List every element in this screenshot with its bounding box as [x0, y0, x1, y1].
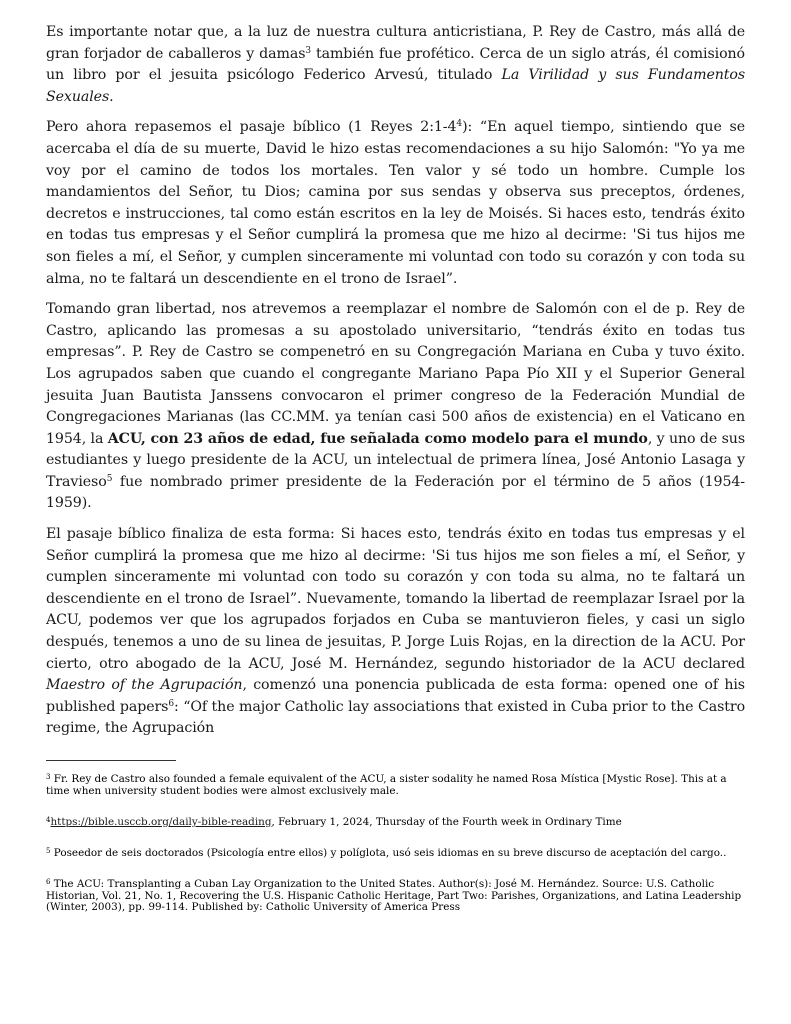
paragraph-text: fue nombrado primer presidente de la Federación por el término de 5 años (1954-1959).: [46, 473, 745, 512]
paragraph-text: .: [109, 88, 114, 105]
footnote-6: [46, 879, 746, 914]
bold-emphasis: ACU, con 23 años de edad, fue señalada como modelo para el mundo: [107, 430, 648, 447]
footnote-3: [46, 774, 746, 797]
paragraph-text: Tomando gran libertad, nos atrevemos a reemplazar el nombre de Salomón con el de p. Rey de Castro, aplicando las promesas a su apostolado universitario, “tendrás éxito en todas tus empresas”. P. Rey de Castro se compenetró en su Congregación Mariana en Cuba y tuvo éxito. Los agrupados saben que cuando el congregante Mariano Papa Pío XII y el Superior General jesuita Juan Bautista Janssens convocaron el primer congreso de la Federación Mundial de Congregaciones Marianas (las CC.MM. ya tenían casi 500 años de existencia) en el Vaticano en 1954, la: [46, 301, 745, 447]
footnote-text: , February 1, 2024, Thursday of the Fourth week in Ordinary Time: [271, 816, 622, 828]
footnote-ref-3[interactable]: 3: [305, 45, 312, 56]
footnote-number: 3: [46, 773, 51, 781]
footnote-5: [46, 848, 746, 860]
book-title: La Virilidad y sus Fundamentos Sexuales: [46, 67, 746, 105]
footnote-number: 6: [46, 878, 51, 886]
paragraph-text: : “Of the major Catholic lay associations that existed in Cuba prior to the Castro regime, the Agrupación: [46, 698, 746, 737]
paragraph-3: [46, 299, 745, 515]
footnote-number: 4: [46, 816, 51, 824]
paragraph-text: Pero ahora repasemos el pasaje bíblico (1 Reyes 2:1-4: [46, 119, 457, 136]
footnote-separator: [46, 760, 176, 761]
footnote-ref-6[interactable]: 6: [168, 698, 175, 709]
paragraph-text: , comenzó una ponencia publicada de esta forma: opened one of his published papers: [46, 677, 745, 715]
paragraph-text: también fue profético. Cerca de un siglo atrás, él comisionó un libro por el jesuita psicólogo Federico Arvesú, titulado: [46, 45, 746, 84]
paragraph-text: ): “En aquel tiempo, sintiendo que se acercaba el día de su muerte, David le hizo estas recomendaciones a su hijo Salomón: "Yo ya me voy por el camino de todos los mortales. Ten valor y sé todo un hombre. Cumple los mandamientos del Señor, tu Dios; camina por sus sendas y observa sus preceptos, órdenes, decretos e instrucciones, tal como están escritos en la ley de Moisés. Si haces esto, tendrás éxito en todas tus empresas y el Señor cumplirá la promesa que me hizo al decirme: 'Si tus hijos me son fieles a mí, el Señor, y cumplen sinceramente mi voluntad con todo su corazón y con toda su alma, no te faltará un descendiente en el trono de Israel”.: [46, 119, 745, 287]
paragraph-4: [46, 524, 745, 740]
footnote-number: 5: [46, 847, 51, 855]
paragraph-2: [46, 117, 745, 290]
italic-title: Maestro of the Agrupación: [46, 677, 243, 694]
footnote-link[interactable]: https://bible.usccb.org/daily-bible-reading: [50, 816, 272, 828]
footnote-text: The ACU: Transplanting a Cuban Lay Organization to the United States. Author(s): José M. Hernández. Source: U.S. Catholic Historian, Vol. 21, No. 1, Recovering the U.S. Hispanic Catholic Heritage, Part Two: Parishes, Organizations, and Latina Leadership (Winter, 2003), pp. 99-114. Published by: Catholic University of America Press: [46, 878, 742, 913]
footnote-ref-5[interactable]: 5: [106, 473, 113, 484]
paragraph-text: El pasaje bíblico finaliza de esta forma: Si haces esto, tendrás éxito en todas tus empresas y el Señor cumplirá la promesa que me hizo al decirme: 'Si tus hijos me son fieles a mí, el Señor, y cumplen sinceramente mi voluntad con todo su corazón y con toda su alma, no te faltará un descendiente en el trono de Israel”. Nuevamente, tomando la libertad de reemplazar Israel por la ACU, podemos ver que los agrupados forjados en Cuba se mantuvieron fieles, y casi un siglo después, tenemos a uno de su linea de jesuitas, P. Jorge Luis Rojas, en la direction de la ACU. Por cierto, otro abogado de la ACU, José M. Hernández, segundo historiador de la ACU declared: [46, 526, 745, 672]
footnote-text: Poseedor de seis doctorados (Psicología entre ellos) y políglota, usó seis idiomas en su breve discurso de aceptación del cargo..: [50, 847, 727, 859]
footnote-text: Fr. Rey de Castro also founded a female equivalent of the ACU, a sister sodality he named Rosa Mística [Mystic Rose]. This at a time when university student bodies were almost exclusively male.: [46, 773, 727, 797]
footnote-4: [46, 817, 746, 829]
paragraph-text: , y uno de sus estudiantes y luego presidente de la ACU, un intelectual de primera línea, José Antonio Lasaga y Travieso: [46, 430, 745, 490]
paragraph-1: [46, 22, 745, 108]
footnote-ref-4[interactable]: 4: [456, 119, 463, 130]
paragraph-text: Es importante notar que, a la luz de nuestra cultura anticristiana, P. Rey de Castro, más allá de gran forjador de caballeros y damas: [46, 24, 745, 62]
